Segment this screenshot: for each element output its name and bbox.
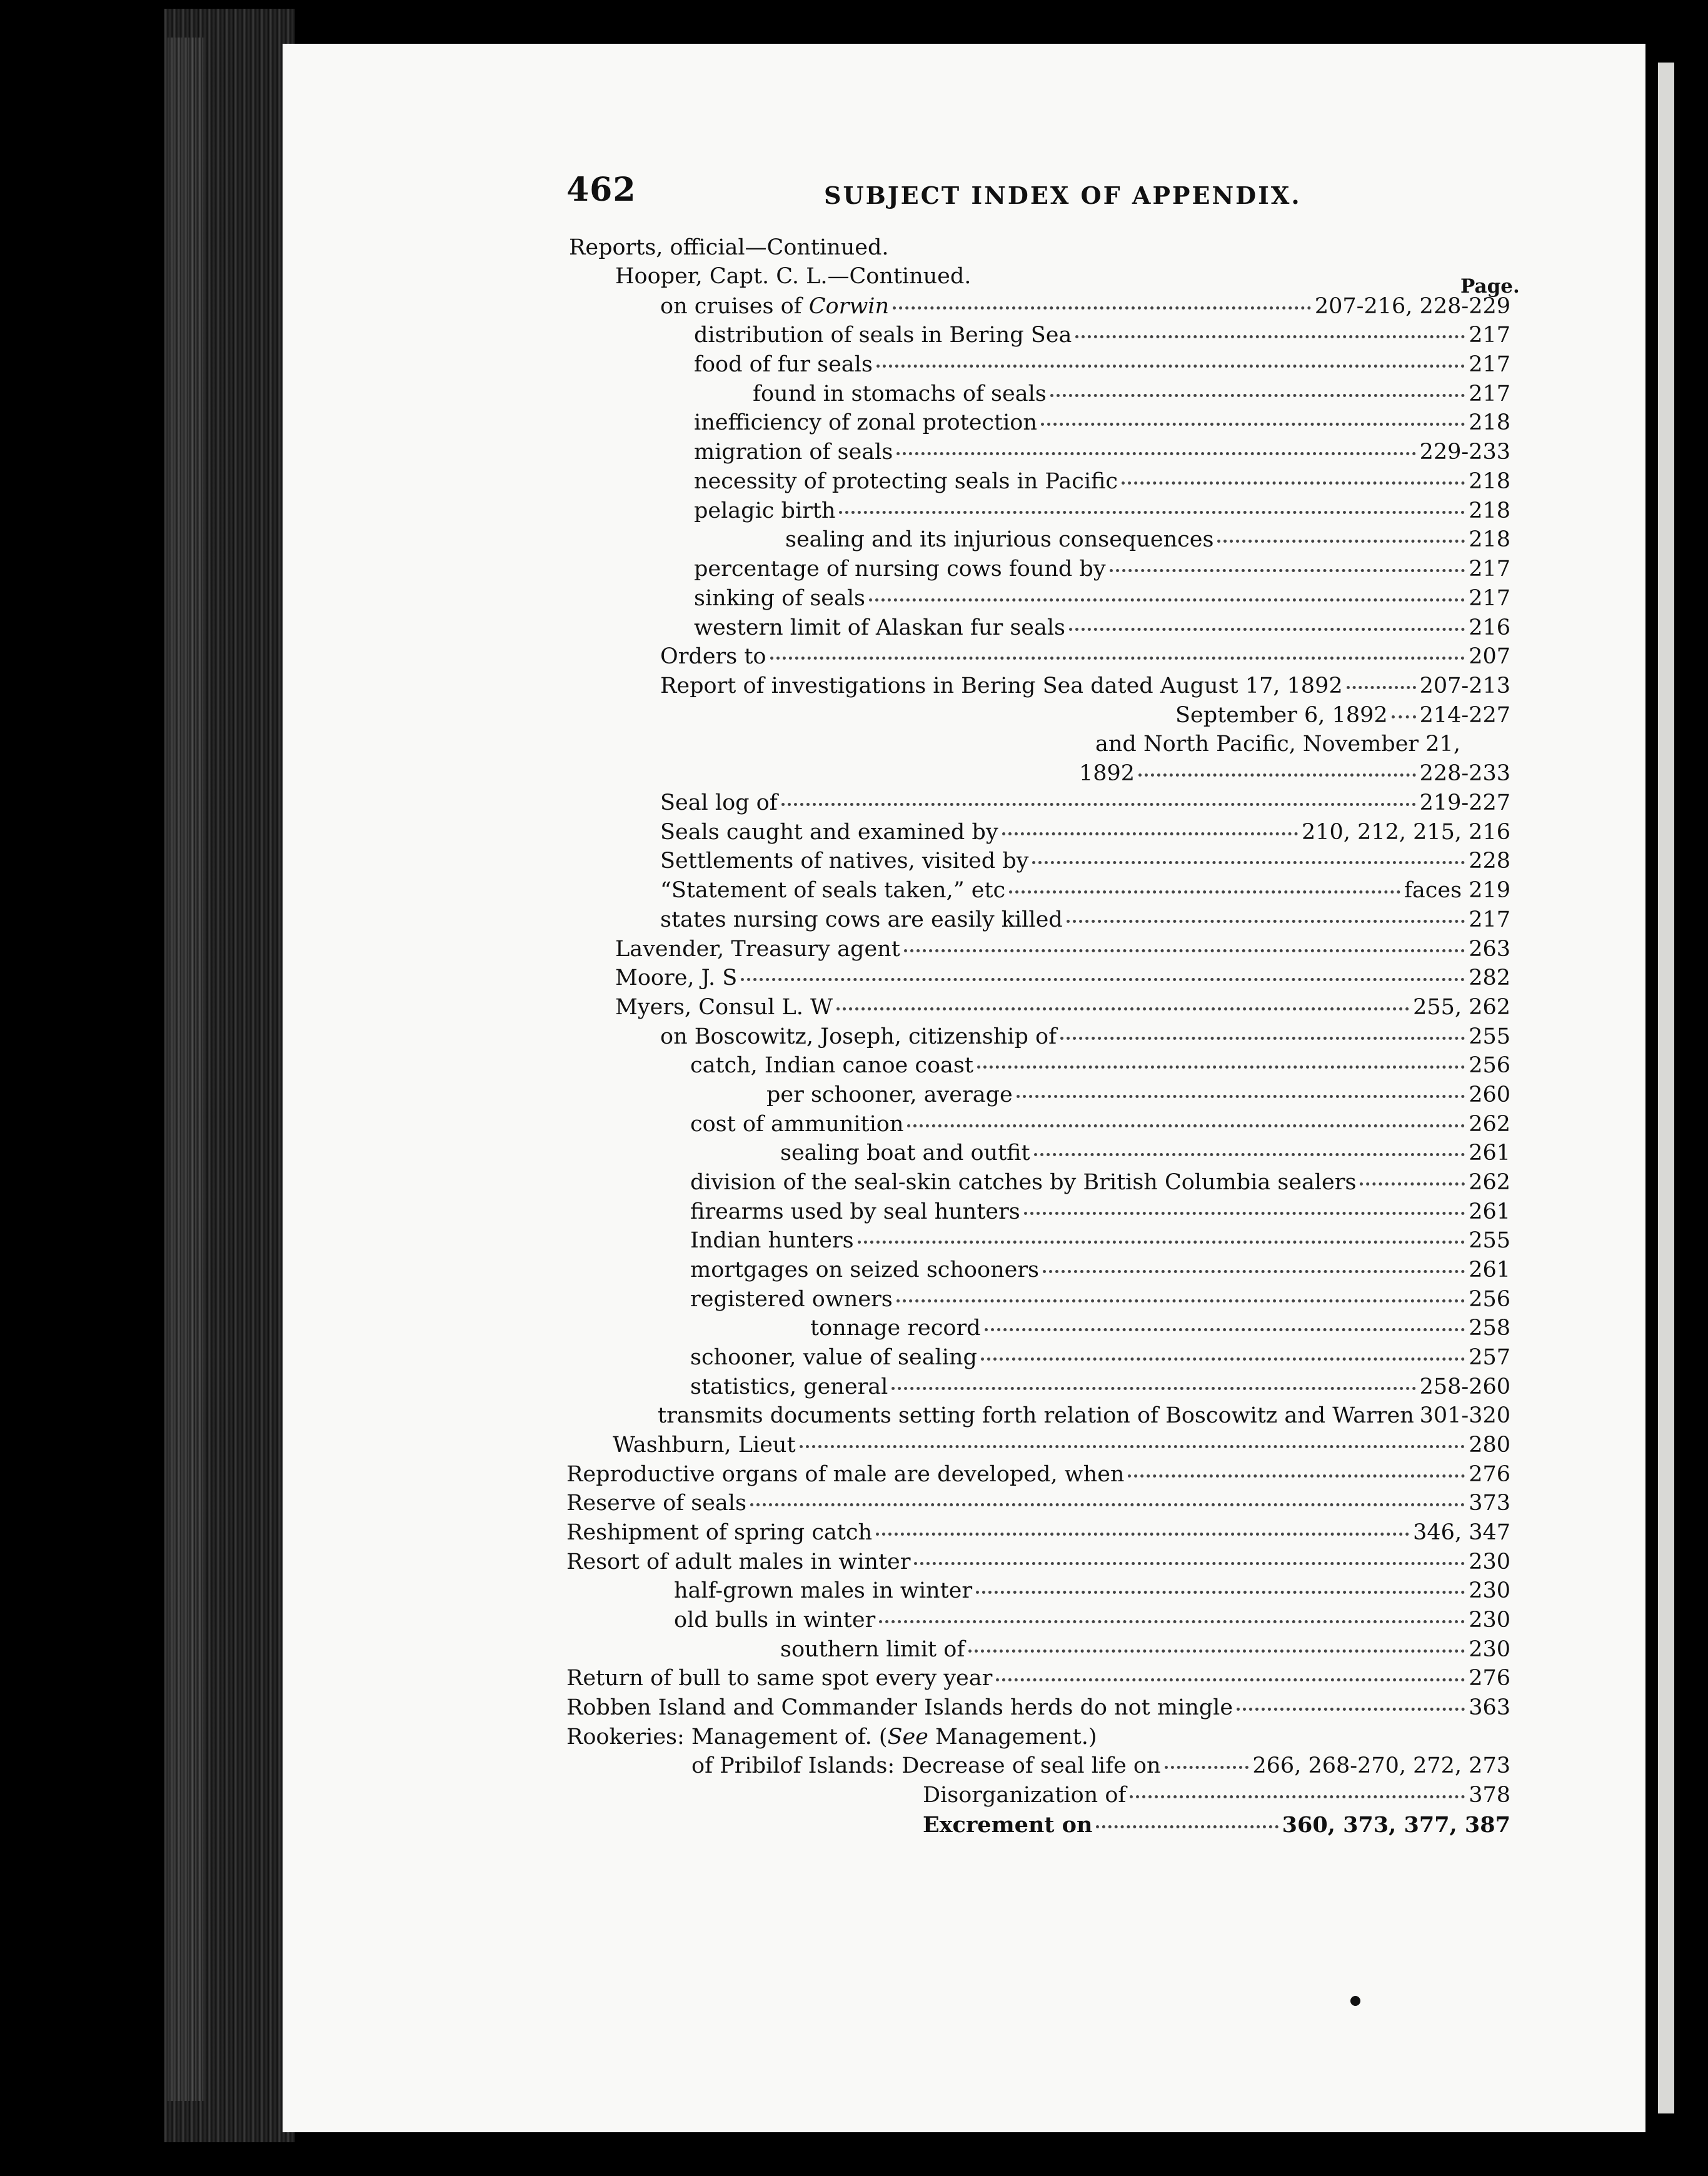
- entry-page: 255: [1469, 1024, 1510, 1049]
- entry-page: 261: [1469, 1257, 1510, 1282]
- entry-page: 276: [1469, 1666, 1510, 1691]
- dot-leader: [741, 978, 1465, 981]
- page-heading: SUBJECT INDEX OF APPENDIX.: [824, 181, 1302, 209]
- entry-text: on Boscowitz, Joseph, citizenship of: [660, 1024, 1057, 1049]
- dot-leader: [904, 949, 1465, 952]
- dot-leader: [877, 365, 1465, 368]
- index-entry: [1079, 761, 1510, 790]
- entry-page: 262: [1469, 1112, 1510, 1137]
- index-entry: [785, 527, 1510, 556]
- dot-leader: [1060, 1037, 1465, 1040]
- dot-leader: [800, 1445, 1465, 1448]
- index-entry: [566, 1462, 1510, 1491]
- entry-page: 378: [1469, 1783, 1510, 1808]
- dot-leader: [1024, 1212, 1465, 1215]
- entry-text: percentage of nursing cows found by: [694, 557, 1106, 582]
- dot-leader: [1110, 569, 1465, 572]
- index-entry: [615, 965, 1510, 994]
- index-entry: [674, 1608, 1510, 1636]
- index-entry: [694, 323, 1510, 351]
- dot-leader: [996, 1678, 1465, 1681]
- index-entry: [566, 1725, 1510, 1753]
- entry-text: Indian hunters: [690, 1228, 854, 1253]
- dot-leader: [968, 1650, 1465, 1653]
- entry-page: 230: [1469, 1637, 1510, 1662]
- entry-page: 207-213: [1419, 673, 1510, 698]
- entry-text: necessity of protecting seals in Pacific: [694, 469, 1118, 494]
- index-entry: [566, 1549, 1510, 1578]
- dot-leader: [1128, 1474, 1465, 1478]
- index-entry: [660, 907, 1510, 936]
- index-entry: [694, 586, 1510, 615]
- index-entry: [1095, 732, 1510, 760]
- entry-text: pelagic birth: [694, 498, 836, 523]
- entry-page: 301-320: [1419, 1403, 1510, 1428]
- entry-page: 217: [1469, 586, 1510, 611]
- entry-text: per schooner, average: [766, 1082, 1013, 1107]
- index-entry: [753, 381, 1510, 410]
- dot-leader: [1034, 1153, 1465, 1156]
- entry-text: Resort of adult males in winter: [566, 1549, 911, 1574]
- dot-leader: [985, 1328, 1465, 1331]
- dot-leader: [1122, 481, 1465, 485]
- entry-page: 373: [1469, 1491, 1510, 1516]
- entry-text: inefficiency of zonal protection: [694, 410, 1037, 435]
- entry-page: 360, 373, 377, 387: [1282, 1812, 1510, 1838]
- index-entry: [569, 235, 1510, 264]
- book-edge-texture: [168, 38, 205, 2101]
- index-entry: [694, 615, 1510, 644]
- entry-page: 230: [1469, 1578, 1510, 1603]
- entry-page: 217: [1469, 381, 1510, 406]
- entry-text: Robben Island and Commander Islands herds do not mingle: [566, 1695, 1233, 1720]
- entry-text: Seals caught and examined by: [660, 820, 998, 845]
- index-entry: [923, 1783, 1510, 1811]
- entry-page: 217: [1469, 352, 1510, 377]
- dot-leader: [897, 452, 1415, 455]
- entry-page: 219-227: [1419, 790, 1510, 815]
- dot-leader: [977, 1065, 1465, 1069]
- entry-page: 210, 212, 215, 216: [1302, 820, 1510, 845]
- index-entry: [660, 644, 1510, 673]
- index-entry: [694, 498, 1510, 527]
- index-entry: [690, 1112, 1510, 1141]
- page-number: 462: [566, 171, 636, 209]
- entry-text: sealing and its injurious consequences: [785, 527, 1214, 552]
- index-entry: [660, 673, 1510, 702]
- dot-leader: [1067, 920, 1465, 923]
- index-entry: [923, 1812, 1510, 1841]
- dot-leader: [981, 1357, 1465, 1361]
- index-entry: [566, 1666, 1510, 1695]
- index-entry: [766, 1082, 1510, 1111]
- dot-leader: [1017, 1095, 1465, 1098]
- dot-leader: [914, 1562, 1465, 1565]
- entry-page: 207-216, 228-229: [1314, 294, 1510, 319]
- entry-page: 266, 268-270, 272, 273: [1252, 1753, 1510, 1778]
- dot-leader: [1069, 628, 1465, 631]
- page-column-heading: Page.: [1460, 275, 1520, 298]
- entry-text: Washburn, Lieut: [613, 1433, 796, 1458]
- entry-text: Disorganization of: [923, 1783, 1127, 1808]
- index-entry: [658, 1403, 1510, 1432]
- entry-page: 218: [1469, 498, 1510, 523]
- index-entry: [694, 410, 1510, 439]
- dot-leader: [1165, 1766, 1249, 1769]
- dot-leader: [1138, 773, 1415, 777]
- entry-text: western limit of Alaskan fur seals: [694, 615, 1066, 640]
- entry-page: 346, 347: [1413, 1520, 1510, 1545]
- index-entry: [566, 1520, 1510, 1549]
- index-entry: [780, 1141, 1510, 1169]
- entry-text: Reproductive organs of male are developed, when: [566, 1462, 1125, 1487]
- index-entry: [674, 1578, 1510, 1607]
- entry-page: 255, 262: [1413, 995, 1510, 1020]
- entry-page: 363: [1469, 1695, 1510, 1720]
- entry-page: 257: [1469, 1345, 1510, 1370]
- index-entry: [690, 1374, 1510, 1403]
- dot-leader: [1130, 1795, 1465, 1798]
- index-entry: [694, 469, 1510, 498]
- entry-text: transmits documents setting forth relation of Boscowitz and Warren: [658, 1403, 1414, 1428]
- dot-leader: [1347, 686, 1416, 689]
- index-entry: [691, 1753, 1510, 1782]
- index-entry: [660, 820, 1510, 849]
- index-entry: [690, 1199, 1510, 1228]
- dot-leader: [879, 1620, 1465, 1623]
- index-entry: [660, 878, 1510, 907]
- entry-text: Report of investigations in Bering Sea dated August 17, 1892: [660, 673, 1343, 698]
- dot-leader: [1002, 832, 1298, 835]
- dot-leader: [907, 1124, 1465, 1127]
- dot-leader: [836, 1007, 1409, 1010]
- index-entry: [694, 352, 1510, 381]
- index-entry: [615, 995, 1510, 1024]
- dot-leader: [1032, 861, 1465, 864]
- index-entry: [660, 1024, 1510, 1053]
- index-entry: [810, 1316, 1510, 1344]
- dot-leader: [897, 1299, 1465, 1302]
- entry-text: 1892: [1079, 761, 1135, 786]
- entry-text: on cruises of Corwin: [660, 294, 890, 319]
- index-entry: [615, 937, 1510, 965]
- entry-page: 258-260: [1419, 1374, 1510, 1399]
- dot-leader: [1041, 423, 1465, 426]
- entry-page: 261: [1469, 1141, 1510, 1166]
- dot-leader: [839, 511, 1465, 514]
- entry-text: Reshipment of spring catch: [566, 1520, 872, 1545]
- entry-text: firearms used by seal hunters: [690, 1199, 1020, 1224]
- index-entry: [615, 264, 1510, 293]
- dot-leader: [893, 306, 1311, 310]
- entry-text: Moore, J. S: [615, 965, 738, 990]
- index-entry: [690, 1287, 1510, 1316]
- entry-page: faces 219: [1404, 878, 1510, 903]
- index-entry: [613, 1433, 1510, 1461]
- dot-leader: [876, 1533, 1409, 1536]
- entry-text: migration of seals: [694, 440, 893, 465]
- entry-text: September 6, 1892: [1175, 703, 1388, 728]
- entry-text: Reserve of seals: [566, 1491, 746, 1516]
- entry-text: states nursing cows are easily killed: [660, 907, 1063, 932]
- ink-spot: [1350, 1996, 1360, 2006]
- entry-text: tonnage record: [810, 1316, 981, 1341]
- entry-page: 280: [1469, 1433, 1510, 1458]
- entry-text: Return of bull to same spot every year: [566, 1666, 993, 1691]
- entry-text: Reports, official—Continued.: [569, 235, 889, 260]
- index-entry: [690, 1170, 1510, 1199]
- entry-page: 214-227: [1419, 703, 1510, 728]
- dot-leader: [1043, 1270, 1465, 1273]
- index-entry: [690, 1228, 1510, 1257]
- entry-text: half-grown males in winter: [674, 1578, 973, 1603]
- entry-page: 256: [1469, 1053, 1510, 1078]
- entry-text: Seal log of: [660, 790, 778, 815]
- entry-text: sinking of seals: [694, 586, 866, 611]
- entry-text: mortgages on seized schooners: [690, 1257, 1040, 1282]
- dot-leader: [770, 657, 1465, 660]
- index-entry: [690, 1053, 1510, 1082]
- entry-text: division of the seal-skin catches by British Columbia sealers: [690, 1170, 1357, 1195]
- dot-leader: [1392, 715, 1416, 718]
- entry-page: 260: [1469, 1082, 1510, 1107]
- entry-text: southern limit of: [780, 1637, 965, 1662]
- entry-text: and North Pacific, November 21,: [1095, 732, 1460, 757]
- entry-text: found in stomachs of seals: [753, 381, 1047, 406]
- dot-leader: [976, 1591, 1465, 1594]
- index-entry: [694, 440, 1510, 468]
- entry-text: schooner, value of sealing: [690, 1345, 977, 1370]
- dot-leader: [1237, 1708, 1465, 1711]
- entry-text: food of fur seals: [694, 352, 873, 377]
- entry-page: 276: [1469, 1462, 1510, 1487]
- entry-text: registered owners: [690, 1287, 893, 1312]
- entry-page: 207: [1469, 644, 1510, 669]
- entry-text: sealing boat and outfit: [780, 1141, 1030, 1166]
- entry-page: 217: [1469, 323, 1510, 348]
- dot-leader: [1050, 394, 1465, 397]
- entry-text: Settlements of natives, visited by: [660, 849, 1029, 874]
- entry-text: cost of ammunition: [690, 1112, 904, 1137]
- entry-page: 256: [1469, 1287, 1510, 1312]
- entry-page: 255: [1469, 1228, 1510, 1253]
- entry-page: 216: [1469, 615, 1510, 640]
- index-entry: [566, 1491, 1510, 1519]
- entry-text: “Statement of seals taken,” etc: [660, 878, 1006, 903]
- entry-text: catch, Indian canoe coast: [690, 1053, 973, 1078]
- index-entry: [690, 1257, 1510, 1286]
- dot-leader: [869, 598, 1465, 602]
- dot-leader: [892, 1387, 1415, 1390]
- entry-text: Myers, Consul L. W: [615, 995, 833, 1020]
- entry-text: Lavender, Treasury agent: [615, 937, 900, 962]
- next-page-edge: [1645, 63, 1708, 2126]
- entry-text: distribution of seals in Bering Sea: [694, 323, 1072, 348]
- dot-leader: [1075, 335, 1465, 338]
- entry-page: 228: [1469, 849, 1510, 874]
- index-entry: [660, 790, 1510, 819]
- entry-page: 262: [1469, 1170, 1510, 1195]
- index-entry: [660, 849, 1510, 877]
- entry-page: 261: [1469, 1199, 1510, 1224]
- dot-leader: [1096, 1825, 1278, 1828]
- entry-page: 217: [1469, 557, 1510, 582]
- index-entry: [694, 557, 1510, 585]
- index-entry: [660, 294, 1510, 323]
- entry-page: 230: [1469, 1549, 1510, 1574]
- dot-leader: [1217, 540, 1465, 543]
- dot-leader: [1360, 1182, 1465, 1186]
- entry-page: 229-233: [1419, 440, 1510, 465]
- entry-page: 217: [1469, 907, 1510, 932]
- entry-text: Rookeries: Management of. (See Management.): [566, 1725, 1097, 1750]
- entry-text: statistics, general: [690, 1374, 888, 1399]
- entry-page: 218: [1469, 469, 1510, 494]
- entry-text: Excrement on: [923, 1812, 1093, 1838]
- next-page-strip: [1658, 63, 1674, 2113]
- entry-page: 263: [1469, 937, 1510, 962]
- entry-page: 282: [1469, 965, 1510, 990]
- index-entry: [1175, 703, 1510, 732]
- entry-page: 218: [1469, 410, 1510, 435]
- entry-page: 258: [1469, 1316, 1510, 1341]
- dot-leader: [858, 1241, 1465, 1244]
- index-entry: [690, 1345, 1510, 1374]
- entry-page: 228-233: [1419, 761, 1510, 786]
- index-entry: [566, 1695, 1510, 1724]
- dot-leader: [781, 803, 1416, 806]
- index-entry: [780, 1637, 1510, 1666]
- dot-leader: [750, 1503, 1465, 1506]
- entry-text: of Pribilof Islands: Decrease of seal life on: [691, 1753, 1161, 1778]
- entry-page: 218: [1469, 527, 1510, 552]
- entry-text: Hooper, Capt. C. L.—Continued.: [615, 264, 972, 289]
- entry-text: Orders to: [660, 644, 766, 669]
- dot-leader: [1009, 890, 1400, 894]
- entry-text: old bulls in winter: [674, 1608, 876, 1633]
- entry-page: 230: [1469, 1608, 1510, 1633]
